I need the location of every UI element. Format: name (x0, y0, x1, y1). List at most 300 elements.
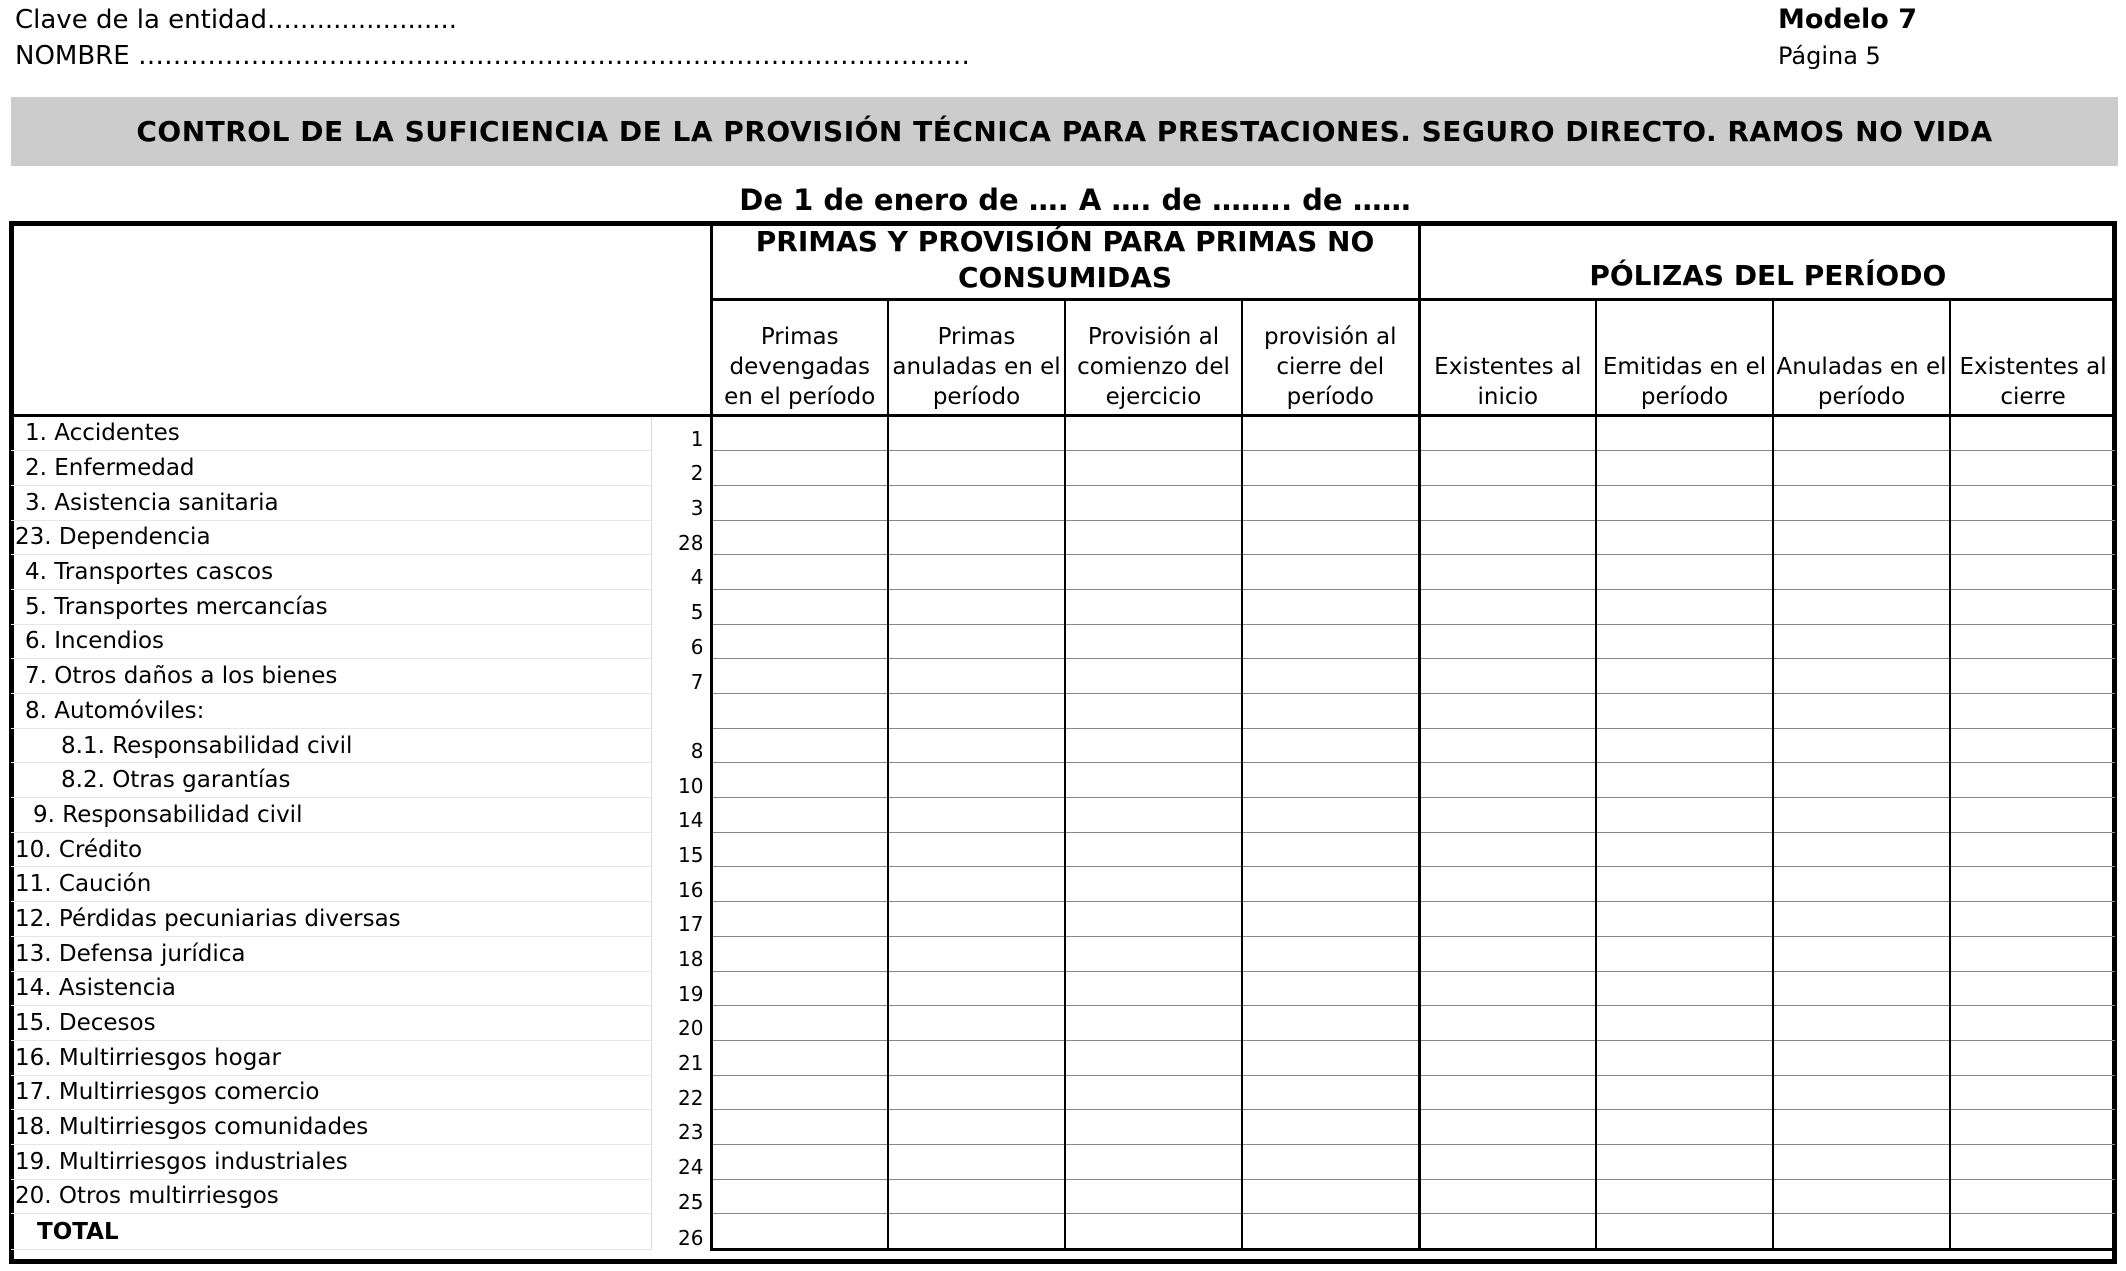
entry-cell[interactable] (888, 1214, 1065, 1250)
entry-cell[interactable] (1596, 936, 1773, 971)
row-label (11, 555, 651, 590)
row-label (11, 832, 651, 867)
entry-cell[interactable] (711, 1214, 888, 1250)
entry-cell[interactable] (711, 936, 888, 971)
table-row (11, 936, 2115, 971)
table-row (11, 1110, 2115, 1145)
entry-cell[interactable] (1242, 1144, 1419, 1179)
entry-cell[interactable] (888, 902, 1065, 937)
row-label-text: 13. Defensa jurídica (15, 940, 246, 967)
entry-cell[interactable] (1596, 659, 1773, 694)
entry-cell[interactable] (1242, 1006, 1419, 1041)
row-label-text: 20. Otros multirriesgos (15, 1183, 279, 1210)
col-header-anuladas: Anuladas en el período (1773, 299, 1950, 415)
entry-cell[interactable] (888, 867, 1065, 902)
entry-cell[interactable] (1596, 1006, 1773, 1041)
row-code: 20 (651, 1006, 711, 1041)
entry-cell[interactable] (1773, 589, 1950, 624)
row-label-text: 5. Transportes mercancías (25, 593, 328, 620)
row-code: 4 (651, 555, 711, 590)
row-label-text: 14. Asistencia (15, 975, 176, 1002)
entry-cell[interactable] (1950, 624, 2115, 659)
period-line: De 1 de enero de …. A …. de …….. de …… (739, 183, 1411, 217)
entry-cell[interactable] (1419, 798, 1596, 833)
entry-cell[interactable] (1242, 971, 1419, 1006)
row-code: 18 (651, 936, 711, 971)
entry-cell[interactable] (1242, 624, 1419, 659)
entry-cell[interactable] (888, 694, 1065, 729)
table-row (11, 589, 2115, 624)
row-label (11, 1006, 651, 1041)
entry-cell[interactable] (1773, 936, 1950, 971)
entry-cell[interactable] (1065, 867, 1242, 902)
row-code: 25 (651, 1179, 711, 1214)
entry-cell[interactable] (1065, 555, 1242, 590)
entry-cell[interactable] (1950, 520, 2115, 555)
entry-cell[interactable] (1950, 763, 2115, 798)
entry-cell[interactable] (711, 798, 888, 833)
entry-cell[interactable] (711, 520, 888, 555)
entry-cell[interactable] (1242, 728, 1419, 763)
row-label (11, 520, 651, 555)
table-row (11, 832, 2115, 867)
row-label-text: 17. Multirriesgos comercio (15, 1079, 320, 1106)
entry-cell[interactable] (1242, 694, 1419, 729)
table-row (11, 763, 2115, 798)
entry-cell[interactable] (711, 1179, 888, 1214)
entry-cell[interactable] (711, 971, 888, 1006)
row-label-text: 1. Accidentes (25, 420, 180, 447)
entry-cell[interactable] (888, 415, 1065, 451)
entry-cell[interactable] (888, 589, 1065, 624)
table-row (11, 451, 2115, 486)
entry-cell[interactable] (888, 485, 1065, 520)
entry-cell[interactable] (1596, 798, 1773, 833)
entry-cell[interactable] (1242, 485, 1419, 520)
entry-cell[interactable] (1596, 415, 1773, 451)
entry-cell[interactable] (1419, 936, 1596, 971)
entry-cell[interactable] (888, 1144, 1065, 1179)
entry-cell[interactable] (1773, 763, 1950, 798)
entry-cell[interactable] (1950, 728, 2115, 763)
row-label (11, 798, 651, 833)
entry-cell[interactable] (1242, 832, 1419, 867)
table-row (11, 1144, 2115, 1179)
entry-cell[interactable] (1242, 936, 1419, 971)
entry-cell[interactable] (1419, 1214, 1596, 1250)
entry-cell[interactable] (1242, 659, 1419, 694)
entry-cell[interactable] (1950, 589, 2115, 624)
table-row (11, 728, 2115, 763)
entry-cell[interactable] (1242, 798, 1419, 833)
pagina-label: Página 5 (1778, 42, 1881, 70)
entry-cell[interactable] (1419, 624, 1596, 659)
table-row (11, 1179, 2115, 1214)
entry-cell[interactable] (1419, 1075, 1596, 1110)
entry-cell[interactable] (1773, 971, 1950, 1006)
table-row (11, 867, 2115, 902)
entry-cell[interactable] (1950, 485, 2115, 520)
entry-cell[interactable] (1950, 451, 2115, 486)
entry-cell[interactable] (1065, 485, 1242, 520)
clave-entidad: Clave de la entidad....................... (15, 5, 458, 35)
entry-cell[interactable] (711, 728, 888, 763)
row-code: 2 (651, 451, 711, 486)
control-table (11, 223, 2115, 1251)
entry-cell[interactable] (888, 798, 1065, 833)
entry-cell[interactable] (1242, 1110, 1419, 1145)
entry-cell[interactable] (1065, 415, 1242, 451)
entry-cell[interactable] (1065, 1040, 1242, 1075)
entry-cell[interactable] (1419, 971, 1596, 1006)
entry-cell[interactable] (711, 902, 888, 937)
row-label (11, 728, 651, 763)
entry-cell[interactable] (1950, 1006, 2115, 1041)
entry-cell[interactable] (1950, 415, 2115, 451)
entry-cell[interactable] (1065, 902, 1242, 937)
row-code: 17 (651, 902, 711, 937)
row-label (11, 971, 651, 1006)
row-code: 7 (651, 659, 711, 694)
entry-cell[interactable] (1950, 1040, 2115, 1075)
row-label (11, 659, 651, 694)
entry-cell[interactable] (1596, 763, 1773, 798)
entry-cell[interactable] (1773, 659, 1950, 694)
entry-cell[interactable] (1242, 520, 1419, 555)
table-row (11, 694, 2115, 729)
entry-cell[interactable] (1419, 728, 1596, 763)
entry-cell[interactable] (1596, 832, 1773, 867)
entry-cell[interactable] (1065, 936, 1242, 971)
entry-cell[interactable] (1950, 867, 2115, 902)
entry-cell[interactable] (1773, 1040, 1950, 1075)
entry-cell[interactable] (1773, 1110, 1950, 1145)
row-label-text: 18. Multirriesgos comunidades (15, 1114, 369, 1141)
row-code: 5 (651, 589, 711, 624)
entry-cell[interactable] (1065, 694, 1242, 729)
row-label-text: 8.1. Responsabilidad civil (61, 732, 353, 759)
row-label-text: 6. Incendios (25, 628, 165, 655)
entry-cell[interactable] (1065, 1214, 1242, 1250)
entry-cell[interactable] (1596, 624, 1773, 659)
entry-cell[interactable] (1596, 971, 1773, 1006)
table-row (11, 555, 2115, 590)
entry-cell[interactable] (1596, 451, 1773, 486)
row-label (11, 589, 651, 624)
entry-cell[interactable] (1419, 1006, 1596, 1041)
row-label-text: 4. Transportes cascos (25, 559, 274, 586)
entry-cell[interactable] (1065, 1144, 1242, 1179)
entry-cell[interactable] (888, 624, 1065, 659)
entry-cell[interactable] (1950, 1179, 2115, 1214)
entry-cell[interactable] (1950, 832, 2115, 867)
table-row (11, 902, 2115, 937)
entry-cell[interactable] (1773, 485, 1950, 520)
row-label (11, 1144, 651, 1179)
entry-cell[interactable] (888, 659, 1065, 694)
entry-cell[interactable] (1419, 902, 1596, 937)
entry-cell[interactable] (1596, 1075, 1773, 1110)
entry-cell[interactable] (711, 694, 888, 729)
table-row (11, 520, 2115, 555)
entry-cell[interactable] (888, 728, 1065, 763)
entry-cell[interactable] (711, 555, 888, 590)
nombre-entidad: NOMBRE …………………………………………………………………………………… (15, 41, 970, 71)
entry-cell[interactable] (1065, 520, 1242, 555)
row-label-text: 23. Dependencia (15, 524, 211, 551)
entry-cell[interactable] (1419, 659, 1596, 694)
entry-cell[interactable] (1773, 624, 1950, 659)
entry-cell[interactable] (1419, 763, 1596, 798)
group-primas: PRIMAS Y PROVISIÓN PARA PRIMAS NO CONSUMIDAS (711, 223, 1419, 299)
entry-cell[interactable] (888, 520, 1065, 555)
row-label (11, 936, 651, 971)
row-label-text: 8.2. Otras garantías (61, 767, 291, 794)
row-label-text: TOTAL (37, 1218, 119, 1245)
entry-cell[interactable] (1596, 520, 1773, 555)
entry-cell[interactable] (1419, 589, 1596, 624)
row-label (11, 902, 651, 937)
row-header-corner (11, 223, 711, 415)
row-label (11, 1040, 651, 1075)
table-row (11, 798, 2115, 833)
entry-cell[interactable] (1773, 798, 1950, 833)
modelo-label: Modelo 7 (1778, 4, 1918, 35)
row-label (11, 867, 651, 902)
row-label (11, 1179, 651, 1214)
table-row (11, 415, 2115, 451)
entry-cell[interactable] (888, 555, 1065, 590)
col-header-existentes-inicio: Existentes al inicio (1419, 299, 1596, 415)
entry-cell[interactable] (1773, 1075, 1950, 1110)
entry-cell[interactable] (1242, 589, 1419, 624)
entry-cell[interactable] (1596, 728, 1773, 763)
entry-cell[interactable] (888, 971, 1065, 1006)
entry-cell[interactable] (1419, 555, 1596, 590)
entry-cell[interactable] (1419, 1144, 1596, 1179)
row-label-text: 7. Otros daños a los bienes (25, 663, 338, 690)
entry-cell[interactable] (1419, 520, 1596, 555)
entry-cell[interactable] (1773, 832, 1950, 867)
entry-cell[interactable] (1950, 936, 2115, 971)
entry-cell[interactable] (1419, 415, 1596, 451)
form-title-banner (11, 97, 2118, 166)
entry-cell[interactable] (888, 1040, 1065, 1075)
entry-cell[interactable] (1596, 1214, 1773, 1250)
row-label-text: 15. Decesos (15, 1010, 156, 1037)
row-label (11, 624, 651, 659)
row-label-text: 3. Asistencia sanitaria (25, 489, 279, 516)
entry-cell[interactable] (1773, 902, 1950, 937)
entry-cell[interactable] (711, 415, 888, 451)
row-label (11, 694, 651, 729)
entry-cell[interactable] (1065, 763, 1242, 798)
entry-cell[interactable] (1419, 867, 1596, 902)
entry-cell[interactable] (1065, 1075, 1242, 1110)
entry-cell[interactable] (711, 485, 888, 520)
entry-cell[interactable] (1419, 1110, 1596, 1145)
entry-cell[interactable] (1950, 555, 2115, 590)
entry-cell[interactable] (711, 624, 888, 659)
entry-cell[interactable] (711, 451, 888, 486)
row-code: 21 (651, 1040, 711, 1075)
col-header-primas-devengadas: Primas devengadas en el período (711, 299, 888, 415)
entry-cell[interactable] (1065, 589, 1242, 624)
entry-cell[interactable] (1419, 694, 1596, 729)
row-code: 16 (651, 867, 711, 902)
col-header-provision-comienzo: Provisión al comienzo del ejercicio (1065, 299, 1242, 415)
entry-cell[interactable] (711, 832, 888, 867)
entry-cell[interactable] (1065, 1179, 1242, 1214)
entry-cell[interactable] (1065, 971, 1242, 1006)
entry-cell[interactable] (1773, 1144, 1950, 1179)
table-row (11, 485, 2115, 520)
row-label-text: 2. Enfermedad (25, 455, 195, 482)
entry-cell[interactable] (711, 1144, 888, 1179)
entry-cell[interactable] (1065, 832, 1242, 867)
entry-cell[interactable] (1242, 867, 1419, 902)
entry-cell[interactable] (1950, 902, 2115, 937)
entry-cell[interactable] (1596, 589, 1773, 624)
entry-cell[interactable] (711, 1075, 888, 1110)
row-code: 14 (651, 798, 711, 833)
entry-cell[interactable] (1242, 1075, 1419, 1110)
row-label-text: 19. Multirriesgos industriales (15, 1148, 348, 1175)
row-code: 8 (651, 728, 711, 763)
table-row (11, 1040, 2115, 1075)
entry-cell[interactable] (888, 936, 1065, 971)
entry-cell[interactable] (1596, 1179, 1773, 1214)
entry-cell[interactable] (1419, 832, 1596, 867)
row-code (651, 694, 711, 729)
entry-cell[interactable] (888, 451, 1065, 486)
entry-cell[interactable] (888, 1110, 1065, 1145)
entry-cell[interactable] (1596, 485, 1773, 520)
entry-cell[interactable] (1242, 1214, 1419, 1250)
entry-cell[interactable] (1596, 1040, 1773, 1075)
entry-cell[interactable] (1419, 451, 1596, 486)
row-label-text: 11. Caución (15, 871, 152, 898)
entry-cell[interactable] (1596, 867, 1773, 902)
entry-cell[interactable] (1950, 1144, 2115, 1179)
entry-cell[interactable] (1773, 1006, 1950, 1041)
col-header-existentes-cierre: Existentes al cierre (1950, 299, 2115, 415)
entry-cell[interactable] (1950, 798, 2115, 833)
entry-cell[interactable] (1242, 902, 1419, 937)
entry-cell[interactable] (1065, 624, 1242, 659)
col-header-provision-cierre: provisión al cierre del período (1242, 299, 1419, 415)
entry-cell[interactable] (1773, 555, 1950, 590)
total-label (11, 1214, 651, 1250)
entry-cell[interactable] (1950, 971, 2115, 1006)
row-label (11, 1075, 651, 1110)
row-code: 1 (651, 415, 711, 451)
entry-cell[interactable] (1065, 659, 1242, 694)
table-row (11, 971, 2115, 1006)
entry-cell[interactable] (1596, 1110, 1773, 1145)
row-label-text: 9. Responsabilidad civil (33, 801, 303, 828)
row-label (11, 763, 651, 798)
table-row (11, 1006, 2115, 1041)
row-code: 3 (651, 485, 711, 520)
entry-cell[interactable] (1419, 485, 1596, 520)
entry-cell[interactable] (711, 1040, 888, 1075)
entry-cell[interactable] (1065, 728, 1242, 763)
entry-cell[interactable] (1596, 555, 1773, 590)
entry-cell[interactable] (1596, 694, 1773, 729)
col-header-emitidas: Emitidas en el período (1596, 299, 1773, 415)
row-label-text: 12. Pérdidas pecuniarias diversas (15, 905, 401, 932)
entry-cell[interactable] (888, 1179, 1065, 1214)
row-label-text: 8. Automóviles: (25, 697, 205, 724)
entry-cell[interactable] (1065, 1110, 1242, 1145)
entry-cell[interactable] (1242, 1040, 1419, 1075)
entry-cell[interactable] (1950, 1075, 2115, 1110)
entry-cell[interactable] (711, 763, 888, 798)
row-label-text: 10. Crédito (15, 836, 143, 863)
row-code: 6 (651, 624, 711, 659)
entry-cell[interactable] (1773, 867, 1950, 902)
entry-cell[interactable] (1950, 1214, 2115, 1250)
entry-cell[interactable] (1596, 1144, 1773, 1179)
row-code: 10 (651, 763, 711, 798)
entry-cell[interactable] (1773, 694, 1950, 729)
row-code: 15 (651, 832, 711, 867)
entry-cell[interactable] (888, 1006, 1065, 1041)
row-code: 26 (651, 1214, 711, 1250)
entry-cell[interactable] (1419, 1179, 1596, 1214)
entry-cell[interactable] (1950, 1110, 2115, 1145)
entry-cell[interactable] (1773, 728, 1950, 763)
row-label (11, 451, 651, 486)
entry-cell[interactable] (1773, 415, 1950, 451)
entry-cell[interactable] (1242, 763, 1419, 798)
group-polizas: PÓLIZAS DEL PERÍODO (1419, 223, 2115, 299)
entry-cell[interactable] (888, 763, 1065, 798)
entry-cell[interactable] (1419, 1040, 1596, 1075)
entity-header (15, 2, 970, 74)
entry-cell[interactable] (711, 1006, 888, 1041)
table-row (11, 624, 2115, 659)
table-row (11, 1075, 2115, 1110)
entry-cell[interactable] (1242, 555, 1419, 590)
entry-cell[interactable] (1950, 659, 2115, 694)
entry-cell[interactable] (1242, 1179, 1419, 1214)
table-row (11, 659, 2115, 694)
entry-cell[interactable] (711, 589, 888, 624)
row-code: 24 (651, 1144, 711, 1179)
entry-cell[interactable] (711, 867, 888, 902)
entry-cell[interactable] (888, 832, 1065, 867)
entry-cell[interactable] (1596, 902, 1773, 937)
row-code: 23 (651, 1110, 711, 1145)
entry-cell[interactable] (1950, 694, 2115, 729)
entry-cell[interactable] (1773, 1214, 1950, 1250)
row-code: 28 (651, 520, 711, 555)
entry-cell[interactable] (888, 1075, 1065, 1110)
entry-cell[interactable] (1242, 415, 1419, 451)
entry-cell[interactable] (1773, 520, 1950, 555)
entry-cell[interactable] (1065, 451, 1242, 486)
entry-cell[interactable] (711, 659, 888, 694)
entry-cell[interactable] (1773, 1179, 1950, 1214)
col-header-primas-anuladas: Primas anuladas en el período (888, 299, 1065, 415)
entry-cell[interactable] (1773, 451, 1950, 486)
entry-cell[interactable] (711, 1110, 888, 1145)
entry-cell[interactable] (1242, 451, 1419, 486)
entry-cell[interactable] (1065, 1006, 1242, 1041)
entry-cell[interactable] (1065, 798, 1242, 833)
